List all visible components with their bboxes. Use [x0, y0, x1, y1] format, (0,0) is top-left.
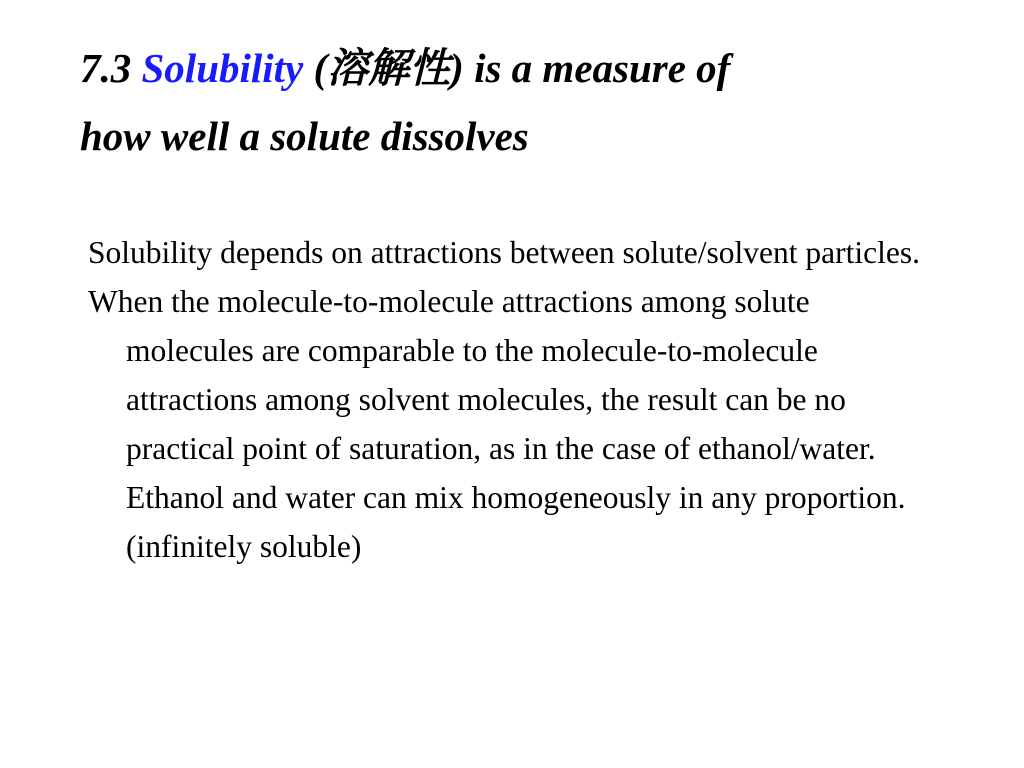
- title-section-number: 7.3: [80, 45, 142, 91]
- title-keyword: Solubility: [141, 45, 304, 91]
- title-rest-line2: how well a solute dissolves: [80, 113, 529, 159]
- title-open-paren: (: [303, 45, 328, 91]
- title-rest-line1: ) is a measure of: [450, 45, 731, 91]
- body-paragraph-ethanol-water: When the molecule-to-molecule attractions among solute molecules are comparable to the molecule-to-molecule attractions among solvent molecules, the result can be no practical point of saturation, as in the case of ethanol/water. Ethanol and water can mix homogeneously in any proportion. (infinitely soluble): [88, 284, 906, 564]
- title-chinese-term: 溶解性: [327, 44, 451, 92]
- body-paragraph-solubility-depends: Solubility depends on attractions between solute/solvent particles.: [88, 235, 920, 270]
- slide-title: [80, 34, 960, 170]
- slide-body: [88, 228, 936, 571]
